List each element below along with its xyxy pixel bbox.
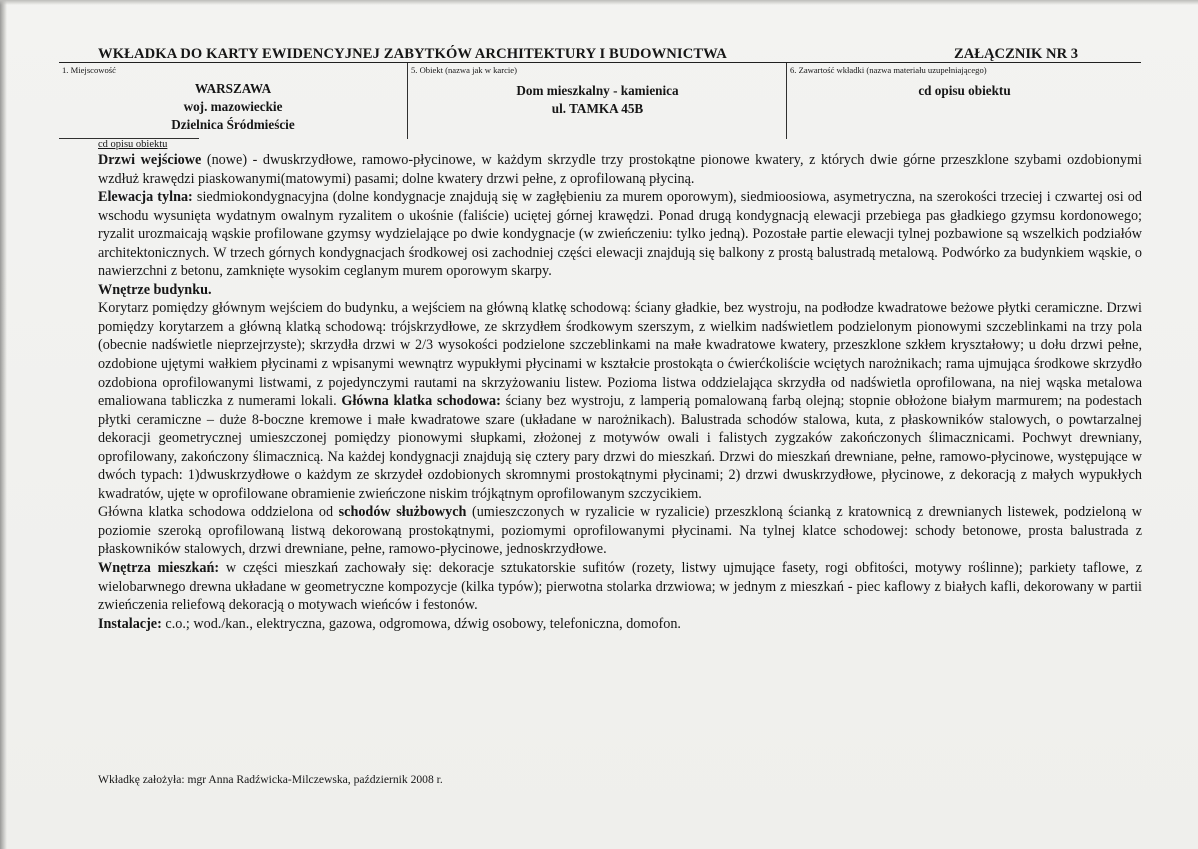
heading-rear-facade: Elewacja tylna:: [98, 189, 193, 206]
paragraph-service-stairs: [98, 503, 1142, 559]
contents-cell: [786, 63, 1142, 139]
contents-label: 6. Zawartość wkładki (nazwa materiału uzupełniającego): [790, 65, 987, 75]
location-value: [59, 80, 407, 134]
heading-apartments: Wnętrza mieszkań:: [98, 560, 220, 577]
location-district: Dzielnica Śródmieście: [171, 117, 295, 132]
description-body: [98, 151, 1142, 633]
contents-description: cd opisu obiektu: [918, 83, 1011, 98]
object-address: ul. TAMKA 45B: [551, 101, 644, 116]
location-cell: [59, 63, 407, 139]
object-type: Dom mieszkalny - kamienica: [516, 83, 679, 98]
object-cell: [407, 63, 787, 139]
document-title: WKŁADKA DO KARTY EWIDENCYJNEJ ZABYTKÓW ARCHITEKTURY I BUDOWNICTWA: [98, 46, 727, 62]
text-service-stairs: (umieszczonych w ryzalicie w ryzalicie) przeszkloną ścianką z kratownicą z drewnianych listewek, podzieloną w poziomie szeroką oprofilowaną listwą dekorowaną prostokątnymi, poziomymi oprofilowanymi płycinami. Na tylnej klatce schodowej: schody betonowe, prosta balustrada z płaskowników stalowych, drzwi drewniane, pełne, ramowo-płycinowe, jednoskrzydłowe.: [98, 504, 1142, 558]
heading-service-stairs: schodów służbowych: [338, 504, 467, 521]
text-entrance-doors: (nowe) - dwuskrzydłowe, ramowo-płycinowe, w każdym skrzydle trzy prostokątne pionowe kwatery, z których dwie górne przeszklone szybami ozdobionymi wzdłuż krawędzi piaskowanymi(matowymi) pasami; dolne kwatery drzwi pełne, z oprofilowaną płyciną.: [98, 152, 1142, 187]
heading-entrance-doors: Drzwi wejściowe: [98, 152, 202, 168]
text-apartments: w części mieszkań zachowały się: dekoracje sztukatorskie sufitów (rozety, listwy ujmujące fasety, rogi obfitości, motywy roślinne); parkiety taflowe, z wielobarwnego drewna układane w geometryczne kompozycje (kilka typów); pierwotna stolarka drzwiowa; w jednym z mieszkań - piec kaflowy z białych kafli, dekorowany w partii zwieńczenia reliefową dekoracją o motywach wieńców i festonów.: [98, 560, 1142, 614]
paragraph-interior: [98, 299, 1142, 503]
contents-value: [787, 82, 1142, 100]
location-city: WARSZAWA: [194, 81, 272, 96]
annex-number: ZAŁĄCZNIK NR 3: [954, 46, 1079, 62]
header-table: [59, 62, 1141, 139]
heading-main-staircase: Główna klatka schodowa:: [341, 393, 501, 410]
text-main-staircase: ściany bez wystroju, z lamperią pomalowaną farbą olejną; stopnie obłożone białym marmurem; na podestach płytki ceramiczne – duże 8-boczne kremowe i małe kwadratowe szare (układane w narożnikach). Balustrada schodów stalowa, kuta, z płaskowników stalowych, o powtarzalnej dekoracji geometrycznej umieszczonej pomiędzy pionowymi słupkami, złożonej z motywów owali i falistych zygzaków zakończonych ślimacznicami. Pochwyt drewniany, oprofilowany, zakończony ślimacznicą. Na każdej kondygnacji znajdują się cztery pary drzwi do mieszkań. Drzwi do mieszkań drewniane, pełne, ramowo-płycinowe, występujące w dwóch typach: 1)dwuskrzydłowe o każdym ze skrzydeł ozdobionych skromnymi prostokątnymi płycinami; 2) drzwi dwuskrzydłowe, płycinowe, z dekoracją z małych wypukłych kwadratów, ujęte w oprofilowane obramienie zwieńczone niskim trójkątnym oprofilowanym szczycikiem.: [98, 393, 1142, 502]
object-label: 5. Obiekt (nazwa jak w karcie): [411, 65, 517, 75]
scan-edge-top: [0, 0, 1198, 5]
section-label: cd opisu obiektu: [98, 139, 168, 150]
text-service-stairs-intro: Główna klatka schodowa oddzielona od: [98, 504, 339, 521]
paragraph-installations: [98, 615, 1142, 634]
scan-edge-left: [0, 0, 7, 849]
paragraph-rear-facade: [98, 188, 1142, 281]
location-label: 1. Miejscowość: [62, 65, 116, 75]
heading-installations: Instalacje:: [98, 615, 162, 632]
author-note: Wkładkę założyła: mgr Anna Radźwicka-Milczewska, październik 2008 r.: [98, 773, 443, 786]
paragraph-apartments: [98, 559, 1142, 615]
heading-interior: Wnętrze budynku.: [98, 281, 212, 298]
paragraph-interior-heading: [98, 281, 1142, 300]
paragraph-entrance-doors: [98, 151, 1142, 188]
object-value: [408, 82, 787, 118]
text-corridor: Korytarz pomiędzy głównym wejściem do budynku, a wejściem na główną klatkę schodową: ściany gładkie, bez wystroju, na podłodze kwadratowe beżowe płytki ceramiczne. Drzwi pomiędzy korytarzem a główną klatką schodową: trójskrzydłowe, ze skrzydłem środkowym szerszym, z wielkim nadświetlem podzielonym pionowymi szczeblinkami na trzy pola (obecnie nadświetle nieprzejrzyste); skrzydła drzwi w 2/3 wysokości podzielone szczeblinkami na małe kwadratowe kwatery, przeszklone szkłem kryształowy; u dołu drzwi pełne, ozdobione ujętymi wałkiem płycinami z wpisanymi wewnątrz wypukłymi płycinami w kształcie prostokąta o ćwierćkoliście wciętych narożnikach; rama ujmująca środkowe skrzydło ozdobiona oprofilowanymi listwami, z pojedynczymi rautami na skrzyżowaniu listew. Pozioma listwa oddzielająca skrzydła od nadświetla oprofilowana, na niej wąska metalowa emaliowana tabliczka z numerami lokali.: [98, 300, 1142, 410]
text-rear-facade: siedmiokondygnacyjna (dolne kondygnacje znajdują się w zagłębieniu za murem oporowym), siedmioosiowa, asymetryczna, na szerokości trzeciej i czwartej osi od wschodu wysunięta wydatnym owalnym ryzalitem o ukośnie (faliście) uciętej górnej krawędzi. Ponad drugą kondygnacją elewacji przebiega pas gładkiego gzymsu kordonowego; ryzalit urozmaicają wąskie profilowane gzymsy wydzielające po dwie kondygnacje (w zwieńczeniu: tylko jedną). Pozostałe partie elewacji tylnej pozbawione są wszelkich podziałów architektonicznych. W trzech górnych kondygnacjach środkowej osi zachodniej części elewacji znajdują się balkony z prostą balustradą metalową. Podwórko za budynkiem wąskie, o nawierzchni z betonu, zamknięte wysokim ceglanym murem oporowym skarpy.: [98, 189, 1142, 280]
location-voivodeship: woj. mazowieckie: [183, 99, 283, 114]
text-installations: c.o.; wod./kan., elektryczna, gazowa, odgromowa, dźwig osobowy, telefoniczna, domofon.: [161, 615, 681, 632]
